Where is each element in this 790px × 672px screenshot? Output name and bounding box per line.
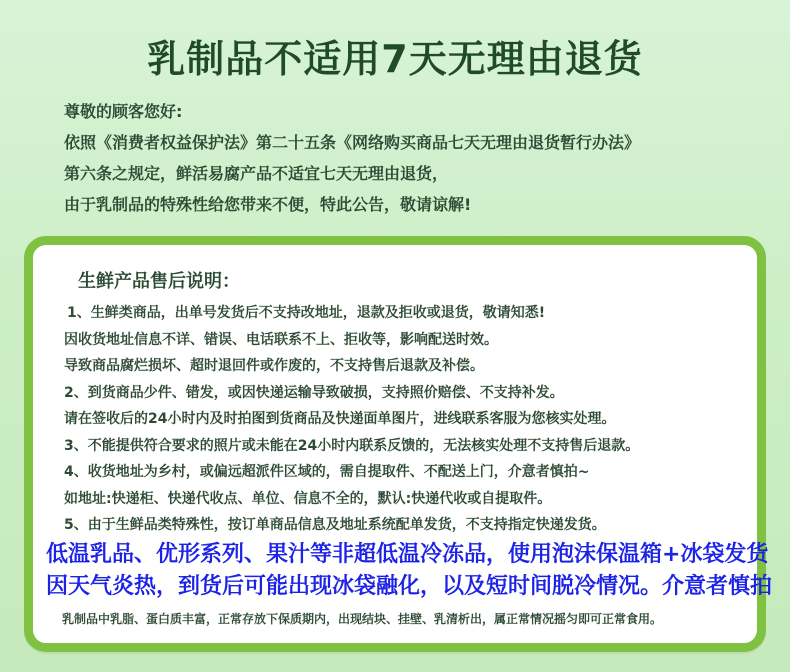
after-sales-card xyxy=(24,236,773,652)
notice-law-reference: 依照《消费者权益保护法》第二十五条《网络购买商品七天无理由退货暂行办法》 xyxy=(64,133,641,152)
dairy-footnote: 乳制品中乳脂、蛋白质丰富，正常存放下保质期内，出现结块、挂壁、乳清析出，属正常情况摇匀即可正常食用。 xyxy=(62,612,663,626)
shipping-note-2: 因天气炎热，到货后可能出现冰袋融化，以及短时间脱冷情况。介意者慎拍 xyxy=(46,574,773,599)
term-line-5: 请在签收后的24小时内及时拍图到货商品及快递面单图片，进线联系客服为您核实处理。 xyxy=(64,411,616,427)
notice-apology: 由于乳制品的特殊性给您带来不便，特此公告，敬请谅解! xyxy=(64,195,472,214)
term-line-7: 4、收货地址为乡村，或偏远超派件区域的，需自提取件、不配送上门，介意者慎拍~ xyxy=(64,464,590,480)
term-line-9: 5、由于生鲜品类特殊性，按订单商品信息及地址系统配单发货，不支持指定快递发货。 xyxy=(64,517,606,533)
page-title: 乳制品不适用7天无理由退货 xyxy=(147,37,643,81)
shipping-note-1: 低温乳品、优形系列、果汁等非超低温冷冻品，使用泡沫保温箱+冰袋发货 xyxy=(46,542,769,567)
term-line-4: 2、到货商品少件、错发，或因快递运输导致破损，支持照价赔偿、不支持补发。 xyxy=(64,384,564,401)
term-line-3: 导致商品腐烂损坏、超时退回件或作废的，不支持售后退款及补偿。 xyxy=(64,358,484,374)
term-line-6: 3、不能提供符合要求的照片或未能在24小时内联系反馈的，无法核实处理不支持售后退款。 xyxy=(64,437,640,454)
term-line-8: 如地址:快递柜、快递代收点、单位、信息不全的，默认:快递代收或自提取件。 xyxy=(64,490,552,507)
term-line-2: 因收货地址信息不详、错误、电话联系不上、拒收等，影响配送时效。 xyxy=(64,331,498,348)
shipping-notes xyxy=(46,539,773,603)
after-sales-heading: 生鲜产品售后说明： xyxy=(78,271,240,292)
notice-greeting: 尊敬的顾客您好: xyxy=(64,102,183,121)
after-sales-terms xyxy=(64,300,744,539)
term-line-1: 1、生鲜类商品，出单号发货后不支持改地址，退款及拒收或退货，敬请知悉! xyxy=(67,305,546,321)
notice-rule-text: 第六条之规定，鲜活易腐产品不适宜七天无理由退货， xyxy=(64,164,449,183)
notice-block xyxy=(64,96,764,220)
